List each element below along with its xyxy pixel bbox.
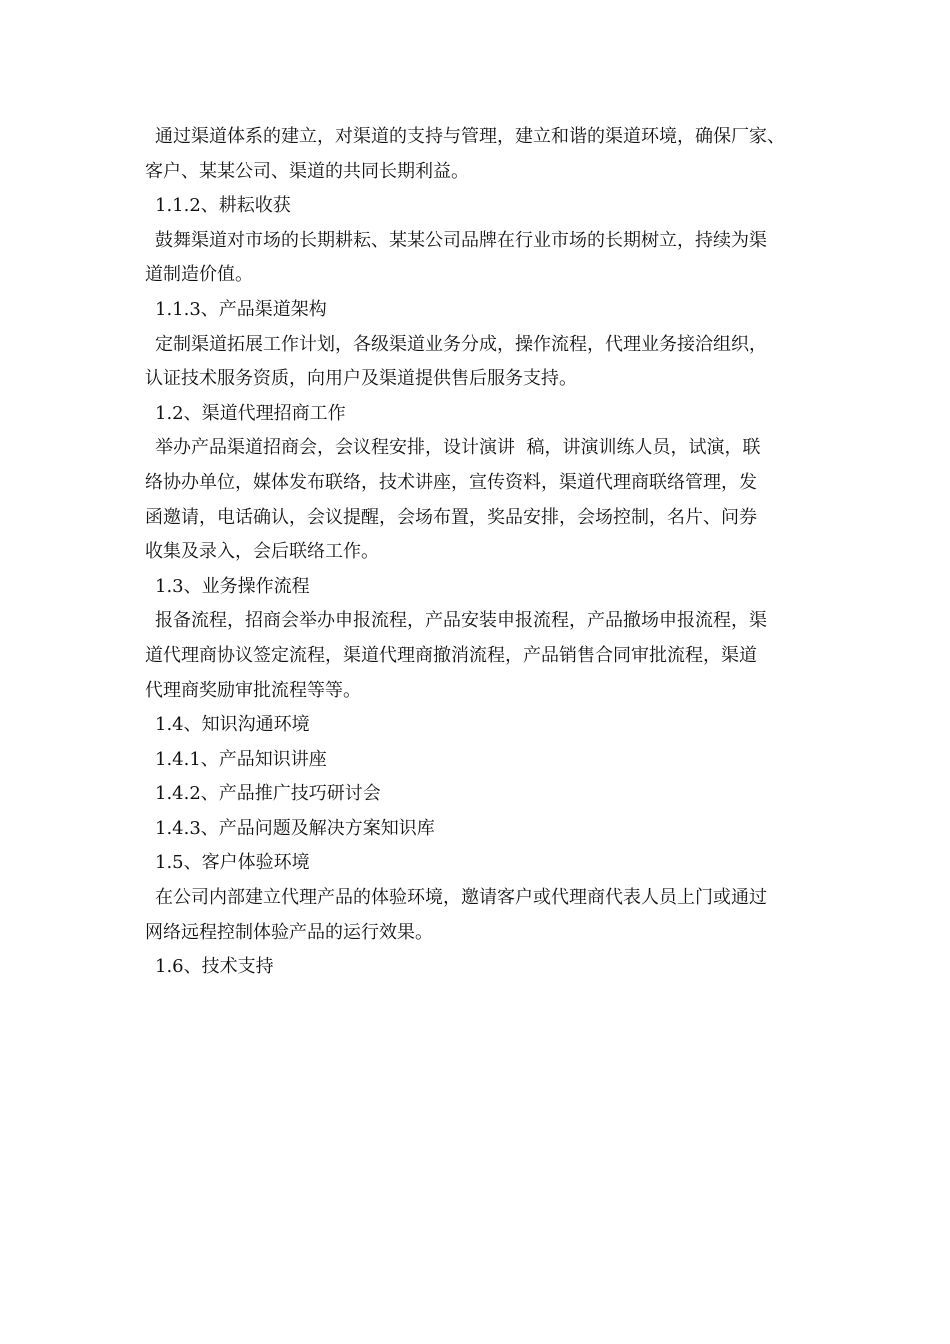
paragraph-line: 在公司内部建立代理产品的体验环境，邀请客户或代理商代表人员上门或通过	[155, 887, 767, 909]
paragraph-line: 举办产品渠道招商会，会议程安排，设计演讲 稿，讲演训练人员，试演，联	[155, 437, 761, 459]
section-heading: 1.4.1、产品知识讲座	[155, 748, 327, 770]
section-heading: 1.5、客户体验环境	[155, 852, 310, 874]
paragraph-line: 代理商奖励审批流程等等。	[145, 679, 361, 701]
paragraph-line: 函邀请，电话确认，会议提醒，会场布置，奖品安排，会场控制，名片、问券	[145, 506, 757, 528]
paragraph-line: 通过渠道体系的建立，对渠道的支持与管理，建立和谐的渠道环境，确保厂家、	[155, 126, 785, 147]
section-heading: 1.3、业务操作流程	[155, 575, 310, 597]
document-body	[145, 120, 825, 985]
paragraph-line: 认证技术服务资质，向用户及渠道提供售后服务支持。	[145, 368, 577, 390]
section-heading: 1.4.2、产品推广技巧研讨会	[155, 783, 381, 805]
section-heading: 1.4、知识沟通环境	[155, 714, 310, 736]
section-heading: 1.1.3、产品渠道架构	[155, 298, 327, 320]
paragraph-line: 网络远程控制体验产品的运行效果。	[145, 921, 433, 943]
paragraph-line: 客户、某某公司、渠道的共同长期利益。	[145, 160, 469, 182]
section-heading: 1.4.3、产品问题及解决方案知识库	[155, 817, 435, 839]
paragraph-line: 定制渠道拓展工作计划，各级渠道业务分成，操作流程，代理业务接洽组织，	[155, 333, 767, 355]
paragraph-line: 络协办单位，媒体发布联络，技术讲座，宣传资料，渠道代理商联络管理，发	[145, 471, 757, 493]
paragraph-line: 道制造价值。	[145, 264, 253, 286]
section-heading: 1.6、技术支持	[155, 956, 274, 978]
paragraph-line: 道代理商协议签定流程，渠道代理商撤消流程，产品销售合同审批流程，渠道	[145, 644, 757, 666]
section-heading: 1.2、渠道代理招商工作	[155, 402, 346, 424]
section-heading: 1.1.2、耕耘收获	[155, 195, 291, 217]
paragraph-line: 报备流程，招商会举办申报流程，产品安装申报流程，产品撤场申报流程，渠	[155, 610, 767, 632]
paragraph-line: 收集及录入，会后联络工作。	[145, 541, 379, 563]
paragraph-line: 鼓舞渠道对市场的长期耕耘、某某公司品牌在行业市场的长期树立，持续为渠	[155, 229, 767, 251]
